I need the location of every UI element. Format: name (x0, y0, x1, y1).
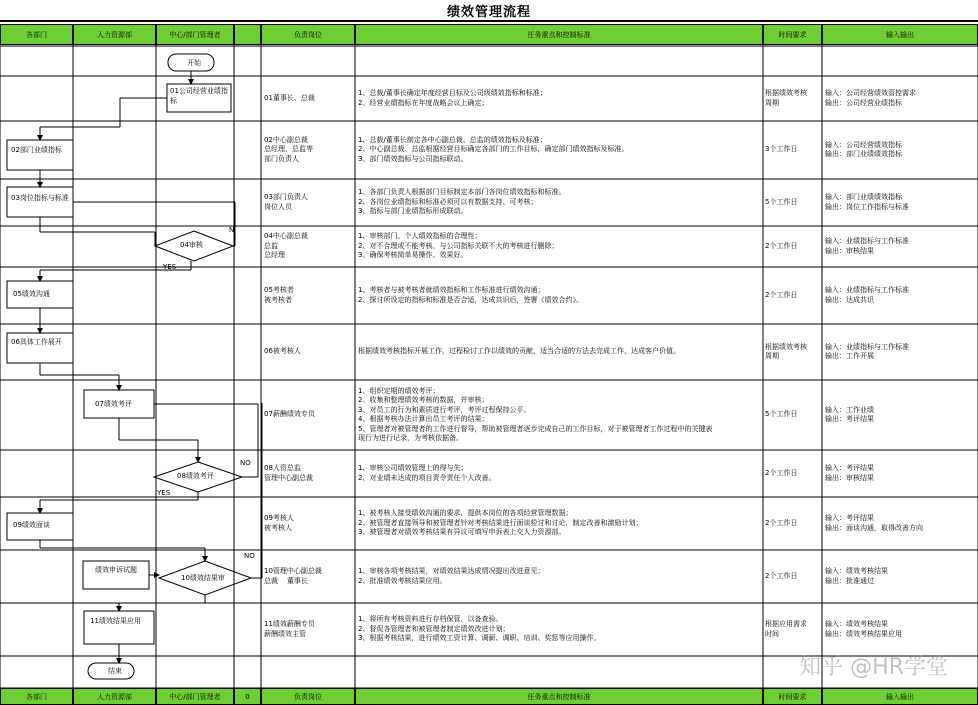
footer-col-blank: 0 (234, 688, 261, 705)
header-col-tasks: 任务重点和控制标准 (355, 24, 763, 45)
row-time: 2个工作日 (765, 290, 798, 299)
row-role: 03部门负责人 岗位人员 (264, 193, 308, 211)
flow-start: 开始 (187, 59, 201, 67)
footer-col-tasks: 任务重点和控制标准 (355, 688, 763, 705)
row-io: 输入：考评结果 输出：面谈沟通，取得改善方向 (825, 514, 923, 532)
flow-end: 结束 (108, 667, 122, 675)
row-role: 09考核人 被考核人 (264, 514, 294, 532)
row-role: 06被考核人 (264, 347, 301, 356)
header-col-managers: 中心/部门管理者 (156, 24, 234, 45)
flow-node-04: 04审核 (180, 241, 203, 249)
header-col-hr: 人力资源部 (73, 24, 156, 45)
footer-col-departments: 各部门 (0, 688, 73, 705)
flow-node-02: 02部门业绩指标 (11, 146, 62, 154)
row-tasks: 1、将所有考核资料进行存档保管，以备查验。 2、督促各管理者和被管理者制定绩效改进计划； 3、根据考核结果，进行绩效工资计算、调薪、调职、培训、奖惩等应用操作。 (358, 615, 601, 643)
header-col-io: 输入输出 (822, 24, 978, 45)
footer-col-role: 负责岗位 (261, 688, 355, 705)
row-tasks: 1、被考核人接受绩效沟通的要求，提供本岗位的各项经营管理数据； 2、被管理者直接领导和被管理者针对考核结果进行面谈检讨和讨论，制定改善和激励计划； 3、被管理者对绩效考核结果有异议可填写申诉表上交人力资源部。 (358, 509, 643, 537)
row-role: 02中心副总裁 总经理、总监等 部门负责人 (264, 135, 313, 163)
row-time: 2个工作日 (765, 571, 798, 580)
row-tasks: 1、总裁/董事长确定年度经营目标及公司级绩效指标和标准； 2、经营业绩指标在年度战略会议上确定； (358, 89, 547, 107)
flow-node-09: 09绩效面谈 (13, 521, 50, 529)
row-tasks: 1、审核公司绩效管理上的得与失； 2、对业绩未达成的项目责令责任个人改善。 (358, 464, 496, 482)
row-role: 05考核者 被考核者 (264, 286, 294, 304)
row-time: 根据应用需求 时间 (765, 620, 807, 638)
row-io: 输入：绩效考核结果 输出：批准通过 (825, 567, 888, 585)
row-tasks: 1、组织定期的绩效考评； 2、收集和整理绩效考核的数据，并审核； 3、对员工的行为和素质进行考评，考评过程保持公平。 4、根据考核办法计算出员工考评的结果； 5、管理者对被管理者的工作进行督导，帮助被管理者逐步完成自己的工作目标，对于被管理者工作过程中的关键表 现行为进行记录，为考核依据备。 (358, 386, 713, 442)
row-io: 输入：公司经营绩效管控需求 输出：公司经营业绩指标 (825, 89, 916, 107)
flow-node-04-yes: YES (163, 263, 177, 271)
row-time: 3个工作日 (765, 145, 798, 154)
header-col-departments: 各部门 (0, 24, 73, 45)
row-role: 10管理中心副总裁 总裁 董事长 (264, 567, 322, 585)
row-io: 输入：部门业绩绩效指标 输出：岗位工作指标与标准 (825, 193, 909, 211)
row-io: 输入：工作业绩 输出：考评结果 (825, 405, 874, 423)
row-io: 输入：业绩指标与工作标准 输出：工作开展 (825, 342, 909, 360)
footer-col-io: 输入输出 (822, 688, 978, 705)
row-time: 5个工作日 (765, 410, 798, 419)
row-tasks: 根据绩效考核指标开展工作，过程检讨工作以绩效的贡献，适当合适的方法去完成工作，达成客户价值。 (358, 347, 680, 356)
row-role: 01董事长、总裁 (264, 93, 315, 102)
row-io: 输入：业绩指标与工作标准 输出：达成共识 (825, 286, 909, 304)
footer-col-hr: 人力资源部 (73, 688, 156, 705)
flow-node-11: 11绩效结果应用 (90, 617, 141, 625)
flow-node-04-no: N (229, 226, 235, 234)
row-time: 2个工作日 (765, 468, 798, 477)
row-tasks: 1、总裁/董事长制定各中心副总裁、总监的绩效指标及标准； 2、中心副总裁、总监根据经营目标确定各部门的工作目标，确定部门绩效指标及标准。 3、部门绩效指标与公司指标联动。 (358, 135, 629, 163)
header-col-role: 负责岗位 (261, 24, 355, 45)
flow-node-06: 06具体工作展开 (11, 338, 62, 346)
flow-node-10: 10绩效结果审 (181, 574, 225, 582)
row-io: 输入：公司经营绩效指标 输出：部门业绩绩效指标 (825, 140, 902, 158)
node-11-shape (84, 611, 154, 644)
row-role: 04中心副总裁 总监 总经理 (264, 232, 308, 260)
flow-node-05: 05绩效沟通 (13, 290, 50, 298)
row-time: 2个工作日 (765, 518, 798, 527)
row-tasks: 1、审核各项考核结果，对绩效结果达成情况提出改进意见； 2、批准绩效考核结果应用。 (358, 567, 545, 585)
flow-node-01: 01公司经营业绩指标 (170, 87, 228, 105)
row-tasks: 1、考核者与被考核者就绩效指标和工作标准进行绩效沟通； 2、探讨所设定的指标和标准是否合适，达成共识后，签署《绩效合约》。 (358, 286, 583, 304)
row-role: 07薪酬绩效专员 (264, 410, 315, 419)
flow-node-08-yes: YES (157, 489, 171, 497)
row-time: 5个工作日 (765, 197, 798, 206)
row-io: 输入：考评结果 输出：审核结果 (825, 464, 874, 482)
flow-node-08-no: NO (240, 459, 251, 467)
header-col-time: 时间要求 (763, 24, 822, 45)
row-time: 根据绩效考核 周期 (765, 342, 807, 360)
row-time: 根据绩效考核 周期 (765, 89, 807, 107)
flow-node-08: 08绩效考评 (177, 472, 214, 480)
row-tasks: 1、审核部门、个人绩效指标的合理性； 2、对不合理或不能考核、与公司指标关联不大的考核进行删除； 3、确保考核简单易操作、效果好。 (358, 232, 559, 260)
flow-node-03: 03岗位指标与标准 (11, 194, 69, 202)
footer-col-managers: 中心/部门管理者 (156, 688, 234, 705)
row-role: 11绩效薪酬专员 薪酬绩效主管 (264, 620, 315, 638)
row-time: 2个工作日 (765, 241, 798, 250)
row-tasks: 1、各部门负责人根据部门目标制定本部门各岗位绩效指标和标准。 2、各岗位业绩指标和标准必须可以有数据支持、可考核； 3、指标与部门业绩指标形成联动。 (358, 188, 566, 216)
watermark: 知乎 @HR学堂 (799, 655, 948, 680)
row-role: 08人资总监 管理中心副总裁 (264, 464, 313, 482)
row-io: 输入：绩效考核结果 输出：绩效考核结果应用 (825, 620, 902, 638)
flow-node-07: 07绩效考评 (95, 400, 132, 408)
page-title: 绩效管理流程 (0, 0, 978, 22)
flow-node-10a: 绩效申诉试题 (95, 566, 137, 574)
footer-col-time: 时间要求 (763, 688, 822, 705)
flow-node-10-no: NO (244, 552, 255, 560)
row-io: 输入：业绩指标与工作标准 输出：审核结果 (825, 237, 909, 255)
